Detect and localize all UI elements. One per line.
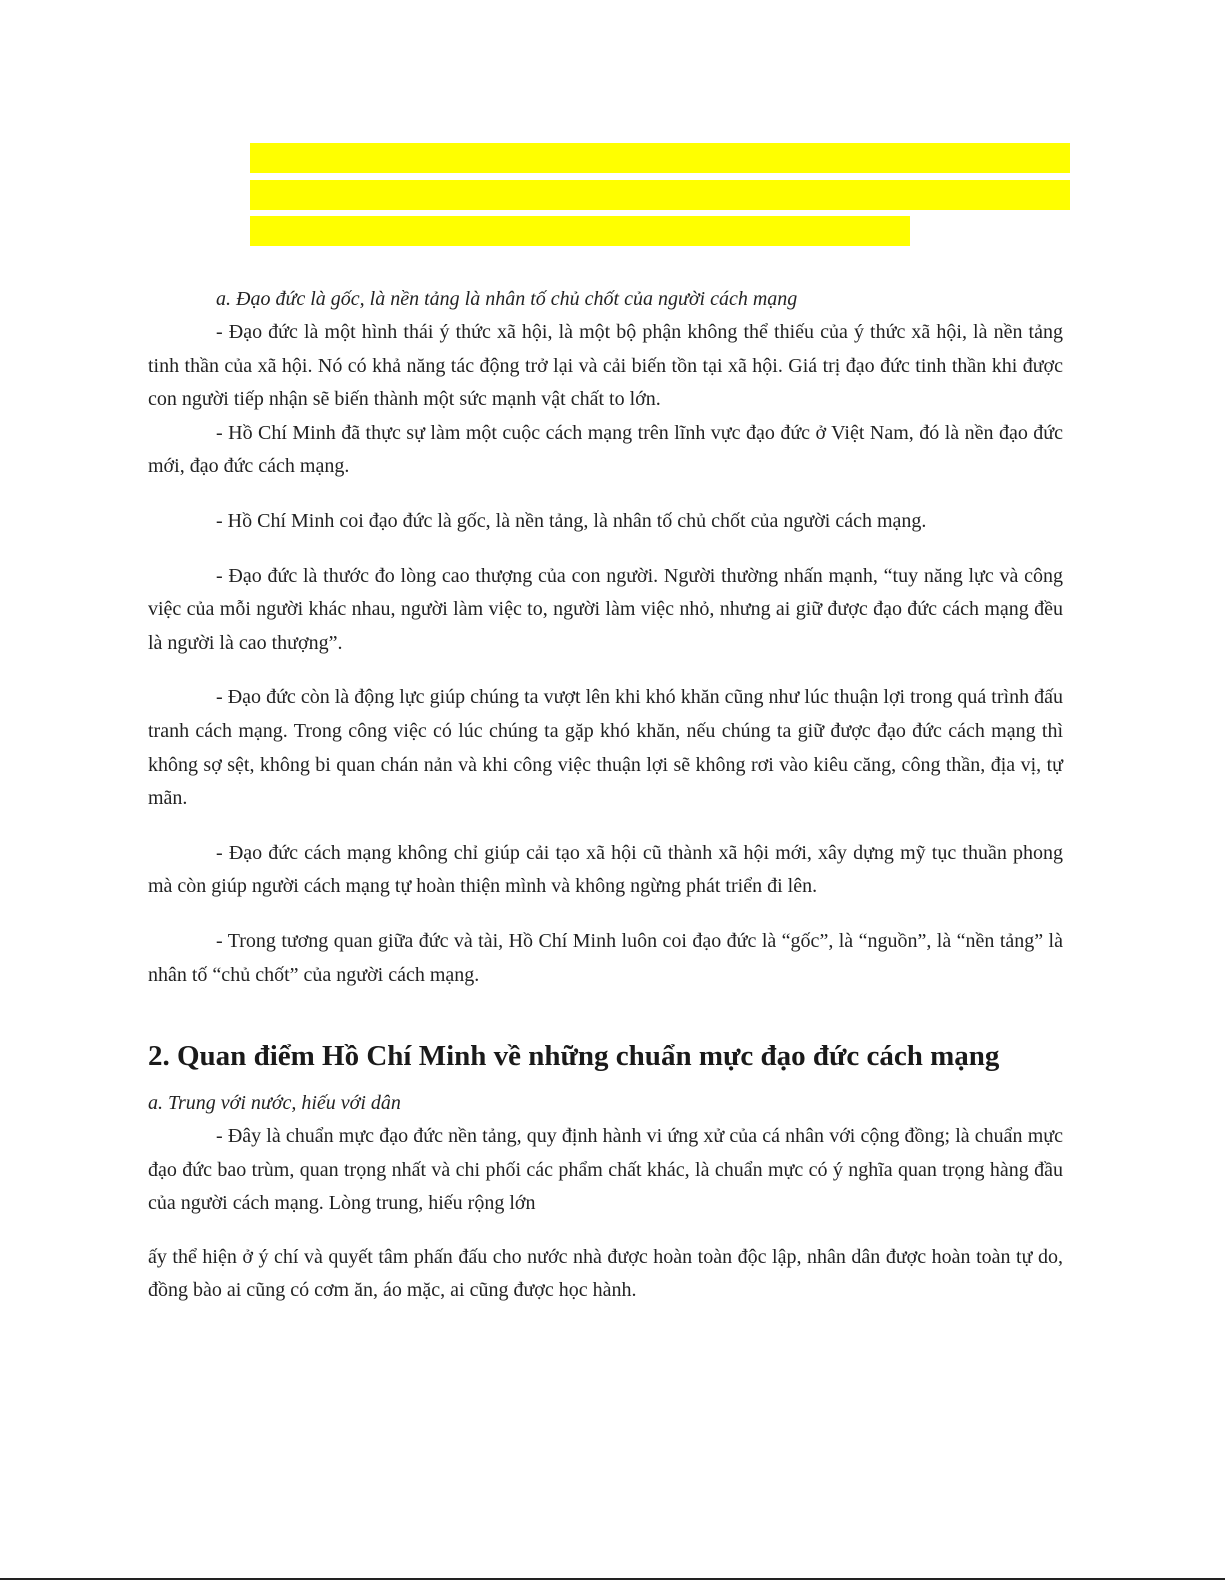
paragraph-continuation: ấy thể hiện ở ý chí và quyết tâm phấn đấu cho nước nhà được hoàn toàn độc lập, nhân dân được hoàn toàn tự do, đồng bào ai cũng có cơm ăn, áo mặc, ai cũng được học hành.: [148, 1245, 1063, 1302]
document-body: [148, 282, 1063, 1308]
paragraph: - Trong tương quan giữa đức và tài, Hồ Chí Minh luôn coi đạo đức là “gốc”, là “nguồn”, là “nền tảng” là nhân tố “chủ chốt” của người cách mạng.: [148, 929, 1063, 986]
highlight-bar: [250, 216, 910, 246]
paragraph: - Hồ Chí Minh coi đạo đức là gốc, là nền tảng, là nhân tố chủ chốt của người cách mạng.: [216, 509, 927, 532]
paragraph: - Đạo đức là thước đo lòng cao thượng của con người. Người thường nhấn mạnh, “tuy năng lực và công việc của mỗi người khác nhau, người làm việc to, người làm việc nhỏ, nhưng ai giữ được đạo đức cách mạng đều là người là cao thượng”.: [148, 564, 1063, 654]
page-bottom-border: [0, 1578, 1225, 1580]
paragraph: - Hồ Chí Minh đã thực sự làm một cuộc cách mạng trên lĩnh vực đạo đức ở Việt Nam, đó là nền đạo đức mới, đạo đức cách mạng.: [148, 421, 1063, 478]
paragraph: - Đây là chuẩn mực đạo đức nền tảng, quy định hành vi ứng xử của cá nhân với cộng đồng; là chuẩn mực đạo đức bao trùm, quan trọng nhất và chi phối các phẩm chất khác, là chuẩn mực có ý nghĩa quan trọng hàng đầu của người cách mạng. Lòng trung, hiếu rộng lớn: [148, 1125, 1063, 1215]
subheading-trung-hieu: a. Trung với nước, hiếu với dân: [148, 1092, 401, 1115]
paragraph: - Đạo đức còn là động lực giúp chúng ta vượt lên khi khó khăn cũng như lúc thuận lợi trong quá trình đấu tranh cách mạng. Trong công việc có lúc chúng ta gặp khó khăn, nếu chúng ta giữ được đạo đức cách mạng thì không sợ sệt, không bi quan chán nản và khi công việc thuận lợi sẽ không rơi vào kiêu căng, công thần, địa vị, tự mãn.: [148, 686, 1063, 810]
subheading-a: a. Đạo đức là gốc, là nền tảng là nhân tố chủ chốt của người cách mạng: [216, 288, 798, 310]
section-heading: 2. Quan điểm Hồ Chí Minh về những chuẩn mực đạo đức cách mạng: [148, 1040, 1000, 1073]
highlight-bar: [250, 180, 1070, 210]
highlight-bar: [250, 143, 1070, 173]
paragraph: - Đạo đức là một hình thái ý thức xã hội, là một bộ phận không thể thiếu của ý thức xã hội, là nền tảng tinh thần của xã hội. Nó có khả năng tác động trở lại và cải biến tồn tại xã hội. Giá trị đạo đức tinh thần khi được con người tiếp nhận sẽ biến thành một sức mạnh vật chất to lớn.: [148, 321, 1063, 411]
paragraph: - Đạo đức cách mạng không chỉ giúp cải tạo xã hội cũ thành xã hội mới, xây dựng mỹ tục thuần phong mà còn giúp người cách mạng tự hoàn thiện mình và không ngừng phát triển đi lên.: [148, 841, 1063, 898]
